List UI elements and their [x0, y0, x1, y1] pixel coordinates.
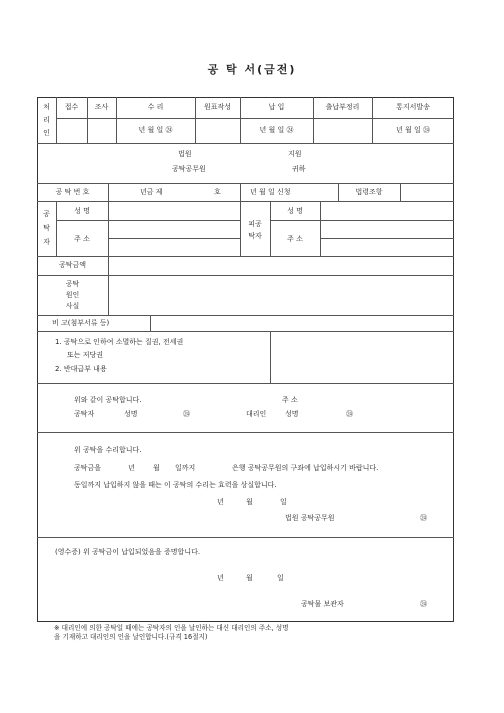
depositor-side-1: 공: [43, 210, 50, 218]
officer-label: 공탁공무원: [172, 165, 206, 173]
acceptance-expiry: 동일까지 납입하지 않을 때는 이 공탁의 수리는 효력을 상실합니다.: [74, 481, 277, 489]
item-1: 1. 공탁으로 인하여 소멸하는 질권, 전세권: [55, 338, 184, 346]
declaration-name: 성명: [124, 410, 138, 418]
acceptance-date-month: 월: [246, 498, 253, 506]
acceptance-signature: 법원 공탁공무원: [285, 514, 335, 522]
acceptance-until: 일까지: [175, 464, 196, 472]
header-investigation: 조사: [94, 103, 109, 111]
depositor-name-label: 성 명: [74, 207, 90, 215]
declaration-agent: 대리인: [246, 410, 267, 418]
declaration-agent-name: 성명: [285, 410, 299, 418]
footnote-line-1: ※ 대리인에 의한 공탁일 때에는 공탁자의 인을 날인하는 대신 대리인의 주소, 성명: [54, 624, 289, 632]
remarks-label: 비 고(첨부서류 등): [52, 319, 110, 327]
receipt-year: 년: [217, 574, 224, 582]
item-2: 2. 반대급부 내용: [55, 365, 107, 373]
form-frame: [37, 97, 454, 622]
header-receipt: 접수: [64, 103, 79, 111]
date-seal-payment: 년 월 일 ㉔: [259, 126, 294, 134]
acceptance-seal: ㉔: [420, 514, 427, 522]
application-date-label: 년 월 일 신청: [250, 188, 291, 196]
acceptance-date-year: 년: [217, 498, 224, 506]
processor-label-1: 처: [43, 103, 50, 111]
acceptance-month: 월: [153, 464, 160, 472]
footnote-line-2: 을 기재하고 대리인의 인을 날인합니다.(규격 16절지): [54, 633, 208, 641]
date-seal-acceptance: 년 월 일 ㉔: [138, 126, 173, 134]
receipt-custodian: 공탁물 보관자: [301, 600, 344, 608]
beneficiary-address-label: 주 소: [287, 235, 303, 243]
cause-label-1: 공탁: [65, 280, 80, 288]
header-acceptance: 수 리: [147, 103, 164, 111]
acceptance-bank: 은행 공탁공무원의 구좌에 납입하시기 바랍니다.: [232, 464, 379, 472]
law-article-label: 법령조항: [355, 188, 383, 196]
declaration-agent-seal: ㉔: [346, 410, 353, 418]
date-seal-notice: 년 월 일 ㉔: [396, 126, 430, 134]
beneficiary-side-1: 피공: [248, 220, 262, 228]
declaration-seal: ㉔: [183, 410, 190, 418]
receipt-line: (영수증) 위 공탁금이 납입되었음을 증명합니다.: [55, 548, 201, 556]
amount-label: 공탁금액: [58, 261, 87, 269]
acceptance-money: 공탁금을: [74, 464, 102, 472]
receipt-month: 월: [246, 574, 253, 582]
processor-label-3: 인: [43, 129, 50, 137]
declaration-address: 주 소: [282, 396, 298, 404]
honorific-label: 귀하: [292, 165, 306, 173]
header-payment: 납 입: [268, 103, 285, 111]
acceptance-date-day: 일: [280, 498, 287, 506]
depositor-side-3: 자: [43, 238, 50, 246]
processor-label-2: 리: [43, 116, 50, 124]
item-1-cont: 또는 저당권: [67, 351, 104, 359]
header-notice: 통지서발송: [396, 103, 430, 111]
case-ho-label: 호: [214, 188, 221, 196]
header-ledger: 출납부정리: [325, 103, 360, 111]
header-record: 원표작성: [203, 103, 232, 111]
receipt-seal: ㉔: [420, 600, 427, 608]
declaration-depositor: 공탁자: [74, 410, 95, 418]
beneficiary-name-label: 성 명: [287, 207, 303, 215]
beneficiary-side-2: 탁자: [248, 232, 262, 240]
court-label: 법원: [178, 150, 192, 158]
year-case-label: 년금 제: [140, 188, 163, 196]
depositor-side-2: 탁: [43, 224, 50, 232]
acceptance-year: 년: [128, 464, 135, 472]
page-title: 공 탁 서(금전): [207, 63, 297, 76]
declaration-line: 위와 같이 공탁합니다.: [74, 396, 142, 404]
depositor-address-label: 주 소: [74, 235, 90, 243]
branch-label: 지원: [288, 150, 302, 158]
acceptance-line: 위 공탁을 수리합니다.: [74, 446, 142, 454]
receipt-day: 일: [277, 574, 284, 582]
cause-label-3: 사실: [65, 302, 80, 310]
cause-label-2: 원인: [65, 291, 80, 299]
deposit-number-label: 공 탁 번 호: [55, 188, 90, 196]
